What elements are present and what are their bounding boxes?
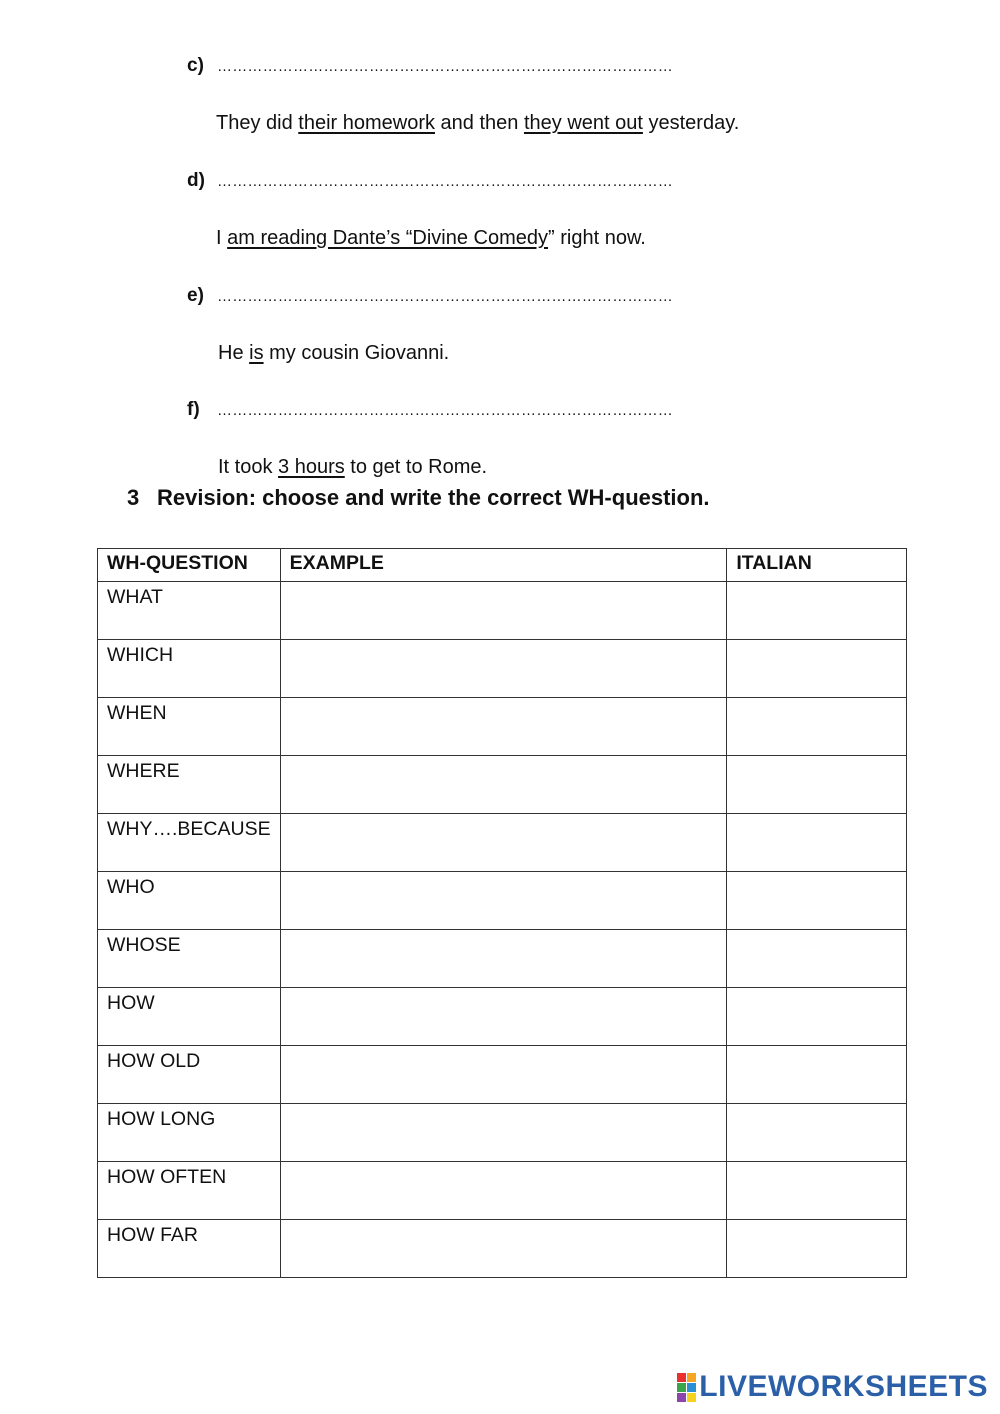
sentence-text: It took (218, 456, 279, 478)
logo-square (677, 1393, 686, 1402)
wh-question-cell: HOW LONG (98, 1104, 281, 1162)
logo-square (687, 1373, 696, 1382)
wh-question-cell: WHO (98, 872, 281, 930)
sentence-text: and then (434, 112, 524, 134)
sentence-text: my cousin Giovanni. (263, 342, 450, 364)
wh-question-cell: WHEN (98, 698, 281, 756)
table-row (98, 814, 907, 872)
italian-input-cell[interactable] (727, 756, 907, 814)
answer-dotted-line[interactable]: ……………………………………………………………………………… (217, 288, 673, 305)
underlined-phrase: is (249, 342, 264, 364)
liveworksheets-brand (677, 1370, 988, 1404)
italian-input-cell[interactable] (727, 814, 907, 872)
italian-input-cell[interactable] (727, 1220, 907, 1278)
wh-question-cell: WHERE (98, 756, 281, 814)
example-input-cell[interactable] (280, 756, 727, 814)
underlined-phrase: their homework (298, 112, 435, 134)
question-label: d) (187, 170, 205, 191)
answer-dotted-line[interactable]: ……………………………………………………………………………… (217, 58, 673, 75)
brand-name: LIVEWORKSHEETS (699, 1370, 988, 1403)
question-e-line (187, 285, 673, 307)
header-italian: ITALIAN (727, 549, 907, 582)
example-input-cell[interactable] (280, 872, 727, 930)
liveworksheets-logo-icon (677, 1373, 696, 1402)
wh-question-cell: WHAT (98, 582, 281, 640)
logo-square (687, 1393, 696, 1402)
wh-question-cell: HOW (98, 988, 281, 1046)
sentence-text: ” right now. (548, 227, 646, 249)
table-row (98, 756, 907, 814)
question-d-sentence (216, 227, 646, 250)
italian-input-cell[interactable] (727, 582, 907, 640)
wh-question-cell: HOW OLD (98, 1046, 281, 1104)
example-input-cell[interactable] (280, 698, 727, 756)
italian-input-cell[interactable] (727, 640, 907, 698)
italian-input-cell[interactable] (727, 988, 907, 1046)
example-input-cell[interactable] (280, 988, 727, 1046)
sentence-text: I (216, 227, 228, 249)
table-row (98, 582, 907, 640)
section-number: 3 (127, 485, 140, 510)
question-label: c) (187, 55, 204, 76)
italian-input-cell[interactable] (727, 1104, 907, 1162)
question-f-line (187, 399, 673, 421)
italian-input-cell[interactable] (727, 1046, 907, 1104)
example-input-cell[interactable] (280, 1046, 727, 1104)
sentence-text: They did (216, 112, 299, 134)
answer-dotted-line[interactable]: ……………………………………………………………………………… (217, 173, 673, 190)
table-row (98, 1162, 907, 1220)
underlined-phrase: am reading Dante’s “Divine Comedy (227, 227, 549, 249)
table-row (98, 640, 907, 698)
question-c-sentence (216, 112, 739, 135)
wh-question-cell: WHICH (98, 640, 281, 698)
table-body (98, 582, 907, 1278)
table-row (98, 1046, 907, 1104)
example-input-cell[interactable] (280, 1220, 727, 1278)
header-example: EXAMPLE (280, 549, 727, 582)
question-f-sentence (218, 456, 487, 479)
underlined-phrase: 3 hours (278, 456, 345, 478)
question-e-sentence (218, 342, 449, 365)
logo-square (677, 1383, 686, 1392)
table-header-row (98, 549, 907, 582)
answer-dotted-line[interactable]: ……………………………………………………………………………… (217, 402, 673, 419)
table-row (98, 1104, 907, 1162)
table-row (98, 872, 907, 930)
example-input-cell[interactable] (280, 1162, 727, 1220)
table-row (98, 988, 907, 1046)
header-wh-question: WH-QUESTION (98, 549, 281, 582)
table-row (98, 1220, 907, 1278)
question-d-line (187, 170, 673, 192)
logo-square (677, 1373, 686, 1382)
question-label: e) (187, 285, 204, 306)
example-input-cell[interactable] (280, 640, 727, 698)
wh-question-cell: WHOSE (98, 930, 281, 988)
wh-question-cell: WHY….BECAUSE (98, 814, 281, 872)
italian-input-cell[interactable] (727, 1162, 907, 1220)
wh-question-table (97, 548, 907, 1278)
italian-input-cell[interactable] (727, 872, 907, 930)
example-input-cell[interactable] (280, 814, 727, 872)
table-row (98, 930, 907, 988)
section-3-heading (127, 485, 710, 511)
section-title: Revision: choose and write the correct WH-question. (157, 485, 710, 510)
example-input-cell[interactable] (280, 1104, 727, 1162)
example-input-cell[interactable] (280, 930, 727, 988)
wh-question-cell: HOW FAR (98, 1220, 281, 1278)
table-row (98, 698, 907, 756)
question-label: f) (187, 399, 200, 420)
question-c-line (187, 55, 673, 77)
example-input-cell[interactable] (280, 582, 727, 640)
sentence-text: He (218, 342, 250, 364)
sentence-text: yesterday. (642, 112, 740, 134)
italian-input-cell[interactable] (727, 930, 907, 988)
wh-question-cell: HOW OFTEN (98, 1162, 281, 1220)
underlined-phrase: they went out (523, 112, 643, 134)
logo-square (687, 1383, 696, 1392)
sentence-text: to get to Rome. (344, 456, 488, 478)
italian-input-cell[interactable] (727, 698, 907, 756)
